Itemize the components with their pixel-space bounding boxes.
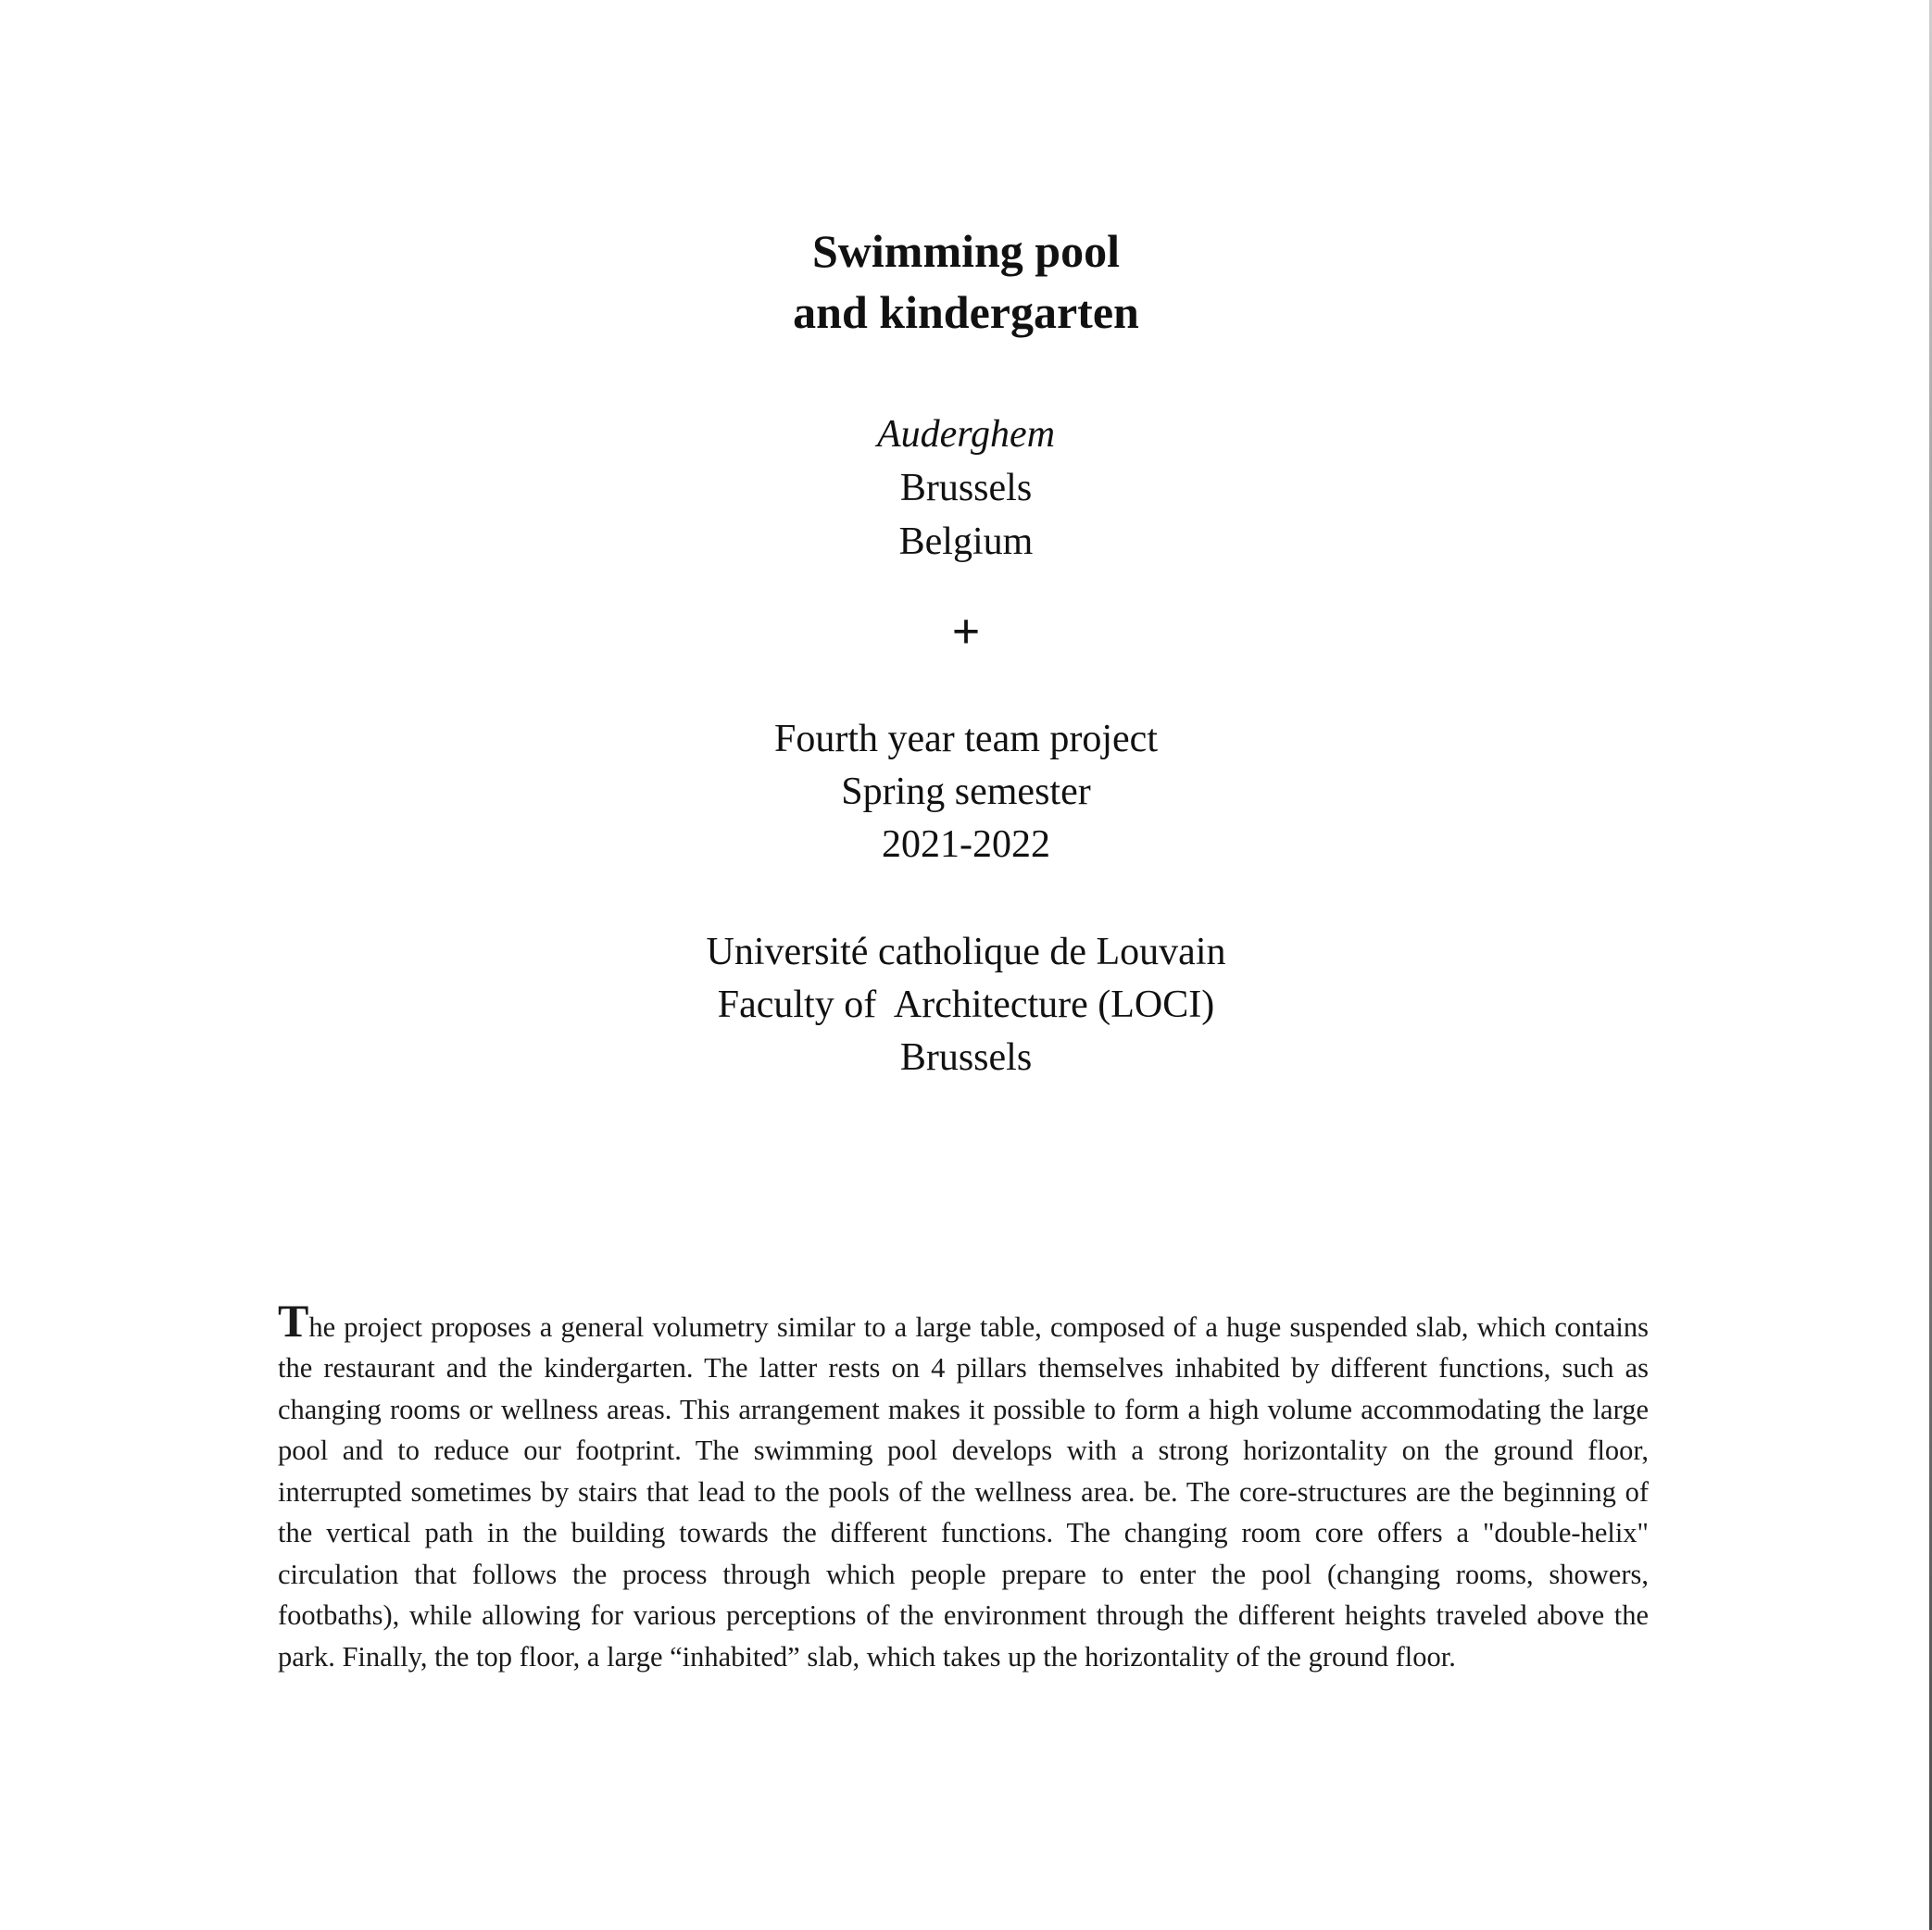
location-city: Brussels [899,467,1033,509]
plus-separator: + [951,604,981,659]
institution-city: Brussels [899,1036,1033,1079]
project-type: Fourth year team project [773,718,1158,760]
location-block [0,407,1932,569]
page-title [0,220,1932,343]
institution-university: Université catholique de Louvain [706,931,1226,973]
description-text: he project proposes a general volumetry similar to a large table, composed of a huge suspended slab, which contains the restaurant and the kindergarten. The latter rests on 4 pillars themselves inhabited by different functions, such as changing rooms or wellness areas. This arrangement makes it possible to form a high volume accommodating the large pool and to reduce our footprint. The swimming pool develops with a strong horizontality on the ground floor, interrupted sometimes by stairs that lead to the pools of the wellness area. be. The core-structures are the beginning of the vertical path in the building towards the different functions. The changing room core offers a "double-helix" circulation that follows the process through which people prepare to enter the pool (changing rooms, showers, footbaths), while allowing for various perceptions of the environment through the different heights traveled above the park. Finally, the top floor, a large “inhabited” slab, which takes up the horizontality of the ground floor. [278,1310,1649,1673]
project-semester: Spring semester [841,771,1091,813]
location-country: Belgium [898,520,1034,563]
location-district: Auderghem [876,413,1056,456]
dropcap-letter: T [278,1294,309,1347]
title-line-1: Swimming pool [811,225,1120,277]
institution-info [0,926,1932,1084]
project-year: 2021-2022 [882,823,1050,866]
institution-faculty: Faculty of Architecture (LOCI) [717,984,1215,1026]
project-description [278,1294,1649,1678]
title-line-2: and kindergarten [793,286,1139,338]
project-info [0,713,1932,871]
